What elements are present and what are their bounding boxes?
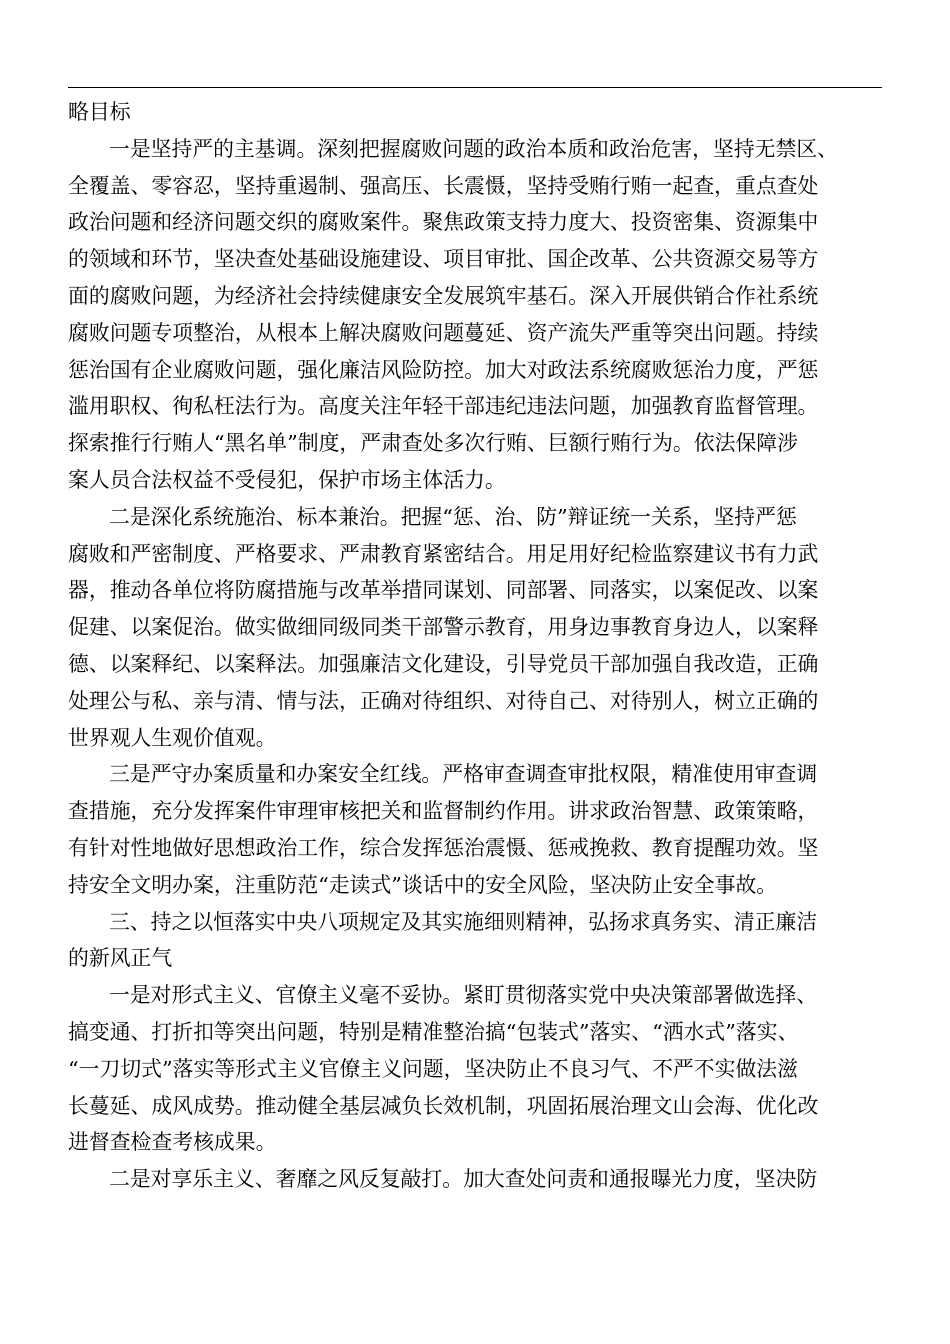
text-line: “一刀切式”落实等形式主义官僚主义问题，坚决防止不良习气、不严不实做法滋	[68, 1056, 798, 1081]
document-body	[68, 94, 888, 1198]
text-line: 一是对形式主义、官僚主义毫不妥协。紧盯贯彻落实党中央决策部署做选择、	[109, 983, 818, 1008]
text-line: 有针对性地做好思想政治工作，综合发挥惩治震慑、惩戒挽救、教育提醒功效。坚	[68, 835, 819, 860]
text-line: 世界观人生观价值观。	[68, 725, 277, 750]
text-line: 略目标	[68, 100, 131, 124]
text-line: 腐败和严密制度、严格要求、严肃教育紧密结合。用足用好纪检监察建议书有力武	[68, 541, 819, 566]
text-line: 进督查检查考核成果。	[68, 1130, 277, 1155]
text-line: 三、持之以恒落实中央八项规定及其实施细则精神，弘扬求真务实、清正廉洁	[109, 909, 818, 934]
text-line: 案人员合法权益不受侵犯，保护市场主体活力。	[68, 467, 506, 492]
text-line: 德、以案释纪、以案释法。加强廉洁文化建设，引导党员干部加强自我改造，正确	[68, 651, 819, 676]
text-line: 探索推行行贿人“黑名单”制度，严肃查处多次行贿、巨额行贿行为。依法保障涉	[68, 431, 798, 456]
text-line: 长蔓延、成风成势。推动健全基层减负长效机制，巩固拓展治理文山会海、优化改	[68, 1093, 819, 1118]
text-line: 三是严守办案质量和办案安全红线。严格审查调查审批权限，精准使用审查调	[109, 762, 818, 787]
text-line: 一是坚持严的主基调。深刻把握腐败问题的政治本质和政治危害，坚持无禁区、	[109, 136, 838, 161]
text-line: 惩治国有企业腐败问题，强化廉洁风险防控。加大对政法系统腐败惩治力度，严惩	[68, 357, 819, 382]
text-line: 查措施，充分发挥案件审理审核把关和监督制约作用。讲求政治智慧、政策策略，	[68, 799, 819, 824]
text-line: 全覆盖、零容忍，坚持重遏制、强高压、长震慑，坚持受贿行贿一起查，重点查处	[68, 173, 819, 198]
text-line: 器，推动各单位将防腐措施与改革举措同谋划、同部署、同落实，以案促改、以案	[68, 578, 819, 603]
text-line: 处理公与私、亲与清、情与法，正确对待组织、对待自己、对待别人，树立正确的	[68, 688, 819, 713]
text-line: 的领域和环节，坚决查处基础设施建设、项目审批、国企改革、公共资源交易等方	[68, 247, 819, 272]
text-line: 搞变通、打折扣等突出问题，特别是精准整治搞“包装式”落实、“洒水式”落实、	[68, 1019, 799, 1044]
text-line: 的新风正气	[68, 946, 173, 971]
text-line: 面的腐败问题，为经济社会持续健康安全发展筑牢基石。深入开展供销合作社系统	[68, 283, 819, 308]
text-line: 二是深化系统施治、标本兼治。把握“惩、治、防”辩证统一关系，坚持严惩	[109, 504, 797, 529]
text-line: 持安全文明办案，注重防范“走读式”谈话中的安全风险，坚决防止安全事故。	[68, 872, 778, 897]
header-rule	[68, 87, 882, 88]
text-line: 政治问题和经济问题交织的腐败案件。聚焦政策支持力度大、投资密集、资源集中	[68, 210, 819, 235]
text-line: 促建、以案促治。做实做细同级同类干部警示教育，用身边事教育身边人，以案释	[68, 615, 819, 640]
text-line: 滥用职权、徇私枉法行为。高度关注年轻干部违纪违法问题，加强教育监督管理。	[68, 394, 819, 419]
text-line: 腐败问题专项整治，从根本上解决腐败问题蔓延、资产流失严重等突出问题。持续	[68, 320, 819, 345]
text-line: 二是对享乐主义、奢靡之风反复敲打。加大查处问责和通报曝光力度，坚决防	[109, 1167, 818, 1192]
